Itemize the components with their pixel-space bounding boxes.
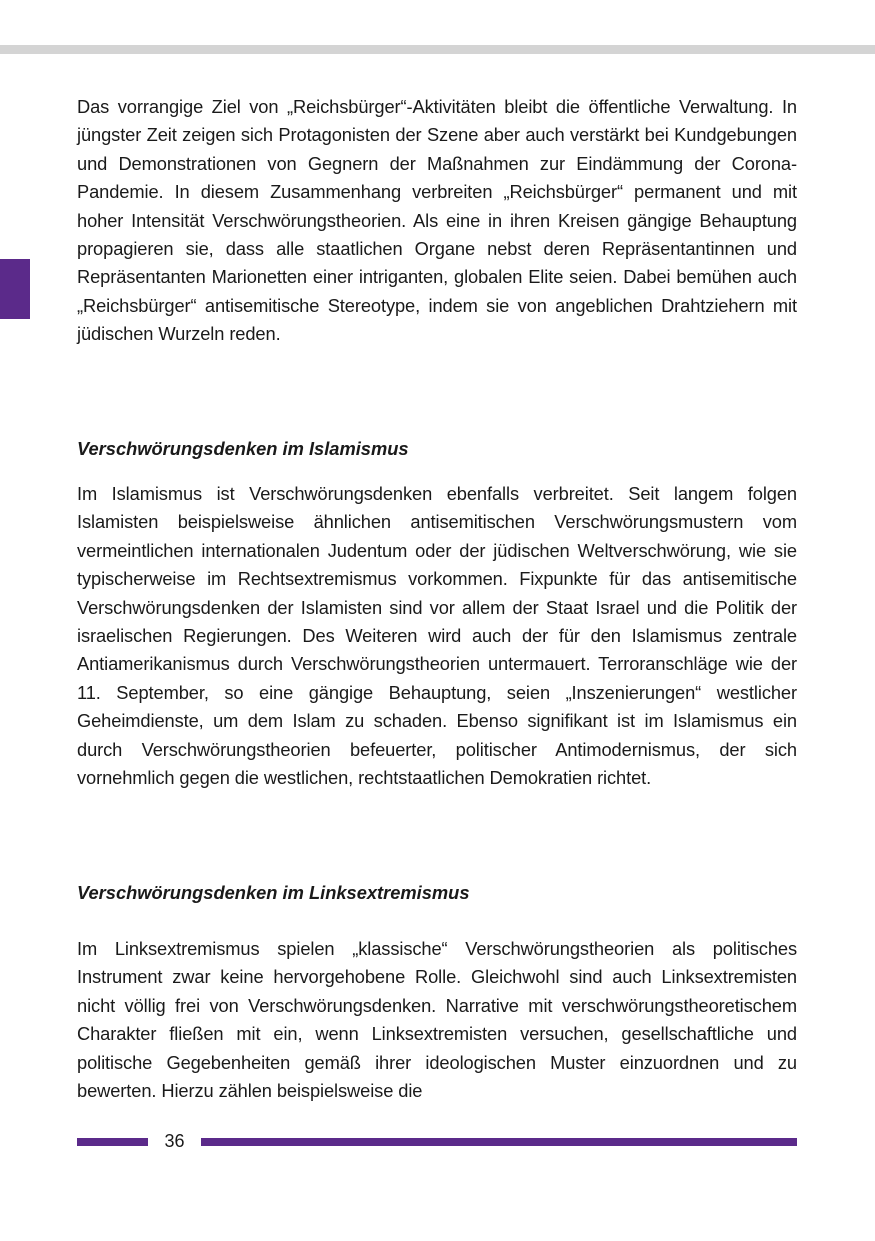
footer-bar-left	[77, 1138, 148, 1146]
page-number: 36	[164, 1131, 185, 1151]
chapter-side-tab	[0, 259, 30, 319]
footer-bar-right	[201, 1138, 797, 1146]
paragraph-reichsbuerger: Das vorrangige Ziel von „Reichsbürger“-Aktivitäten bleibt die öffentliche Verwaltung. In jüngster Zeit zeigen sich Protagonisten der Szene aber auch verstärkt bei Kundgebungen und Demonstrationen von Gegnern der Maßnahmen zur Eindämmung der Corona-Pandemie. In diesem Zusammenhang verbreiten „Reichsbürger“ permanent und mit hoher Intensität Verschwörungstheorien. Als eine in ihren Kreisen gängige Behauptung propagieren sie, dass alle staatlichen Organe nebst deren Repräsentantinnen und Repräsentanten Marionetten einer intriganten, globalen Elite seien. Dabei bemühen auch „Reichsbürger“ antisemitische Stereotype, indem sie von angeblichen Drahtziehern mit jüdischen Wurzeln reden.	[77, 96, 797, 345]
top-rule	[0, 45, 875, 54]
paragraph-linksextremismus: Im Linksextremismus spielen „klassische“ Verschwörungstheorien als politisches Instrument zwar keine hervorgehobene Rolle. Gleichwohl sind auch Linksextremisten nicht völlig frei von Verschwörungsdenken. Narrative mit verschwörungstheoretischem Charakter fließen mit ein, wenn Linksextremisten versuchen, gesellschaftliche und politische Gegebenheiten gemäß ihrer ideologischen Muster einzuordnen und zu bewerten. Hierzu zählen beispielsweise die	[77, 938, 797, 1102]
heading-islamismus: Verschwörungsdenken im Islamismus	[77, 438, 409, 459]
paragraph-islamismus: Im Islamismus ist Verschwörungsdenken ebenfalls verbreitet. Seit langem folgen Islamisten beispielsweise ähnlichen antisemitischen Verschwörungsmustern vom vermeintlichen internationalen Judentum oder der jüdischen Weltverschwörung, wie sie typischerweise im Rechtsextremismus vorkommen. Fixpunkte für das antisemitische Verschwörungsdenken der Islamisten sind vor allem der Staat Israel und die Politik der israelischen Regierungen. Des Weiteren wird auch der für den Islamismus zentrale Antiamerikanismus durch Verschwörungstheorien untermauert. Terroranschläge wie der 11. September, so eine gängige Behauptung, seien „Inszenierungen“ westlicher Geheimdienste, um dem Islam zu schaden. Ebenso signifikant ist im Islamismus ein durch Verschwörungstheorien befeuerter, politischer Antimodernismus, der sich vornehmlich gegen die westlichen, rechtstaatlichen Demokratien richtet.	[77, 483, 797, 789]
heading-linksextremismus: Verschwörungsdenken im Linksextremismus	[77, 882, 470, 903]
